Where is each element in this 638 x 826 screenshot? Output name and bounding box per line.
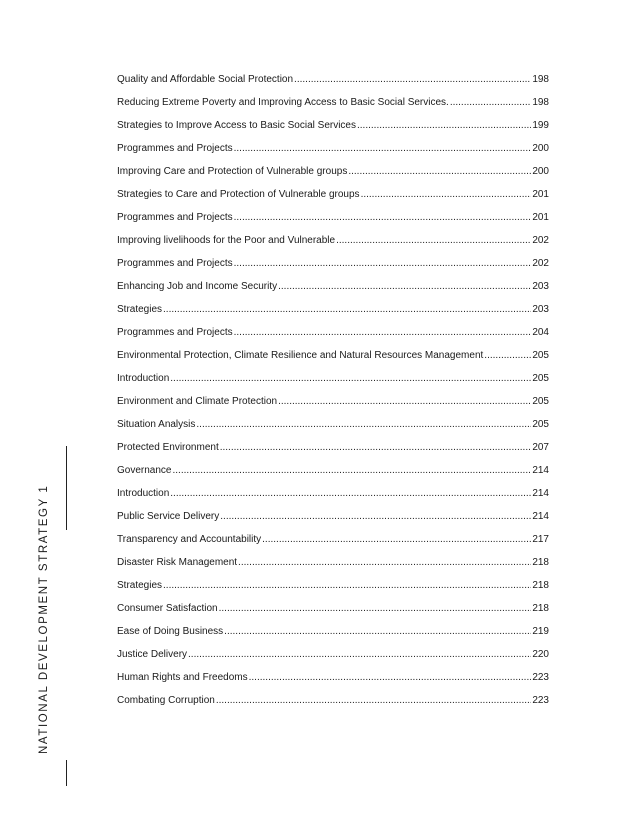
toc-entry[interactable] xyxy=(117,95,549,118)
toc-entry-title: Ease of Doing Business xyxy=(117,626,224,637)
toc-entry[interactable] xyxy=(117,256,549,279)
toc-entry[interactable] xyxy=(117,348,549,371)
toc-entry[interactable] xyxy=(117,509,549,532)
toc-entry-page: 207 xyxy=(532,442,549,453)
toc-dot-leader xyxy=(188,647,531,663)
toc-entry-page: 214 xyxy=(532,511,549,522)
toc-entry-page: 218 xyxy=(532,580,549,591)
toc-entry-title: Governance xyxy=(117,465,172,476)
toc-dot-leader xyxy=(278,279,531,295)
toc-dot-leader xyxy=(357,118,531,134)
toc-dot-leader xyxy=(361,187,532,203)
toc-entry-page: 202 xyxy=(532,235,549,246)
toc-entry-title: Programmes and Projects xyxy=(117,143,233,154)
toc-entry-page: 214 xyxy=(532,488,549,499)
toc-entry-title: Transparency and Accountability xyxy=(117,534,262,545)
toc-dot-leader xyxy=(234,325,532,341)
toc-entry[interactable] xyxy=(117,555,549,578)
toc-entry-page: 220 xyxy=(532,649,549,660)
toc-dot-leader xyxy=(249,670,532,686)
toc-entry-title: Strategies xyxy=(117,580,163,591)
toc-entry[interactable] xyxy=(117,72,549,95)
toc-entry[interactable] xyxy=(117,233,549,256)
toc-entry[interactable] xyxy=(117,486,549,509)
toc-dot-leader xyxy=(484,348,531,364)
toc-dot-leader xyxy=(172,463,531,479)
toc-entry-title: Strategies to Care and Protection of Vulnerable groups xyxy=(117,189,360,200)
toc-entry[interactable] xyxy=(117,394,549,417)
toc-dot-leader xyxy=(234,210,532,226)
toc-dot-leader xyxy=(220,440,532,456)
toc-dot-leader xyxy=(336,233,531,249)
toc-dot-leader xyxy=(234,256,532,272)
toc-dot-leader xyxy=(170,371,531,387)
toc-entry-title: Public Service Delivery xyxy=(117,511,220,522)
toc-entry[interactable] xyxy=(117,578,549,601)
toc-entry-page: 201 xyxy=(532,189,549,200)
toc-entry-title: Environment and Climate Protection xyxy=(117,396,278,407)
side-title: NATIONAL DEVELOPMENT STRATEGY 1 xyxy=(38,484,50,754)
toc-dot-leader xyxy=(348,164,531,180)
toc-entry-page: 200 xyxy=(532,166,549,177)
toc-dot-leader xyxy=(450,95,532,111)
side-rule-bottom xyxy=(66,760,67,786)
toc-dot-leader xyxy=(234,141,532,157)
toc-entry-title: Protected Environment xyxy=(117,442,219,453)
toc-entry-page: 203 xyxy=(532,281,549,292)
side-rule-top xyxy=(66,446,67,530)
toc-dot-leader xyxy=(170,486,531,502)
toc-dot-leader xyxy=(278,394,531,410)
toc-entry-page: 218 xyxy=(532,557,549,568)
toc-dot-leader xyxy=(163,302,531,318)
toc-entry[interactable] xyxy=(117,532,549,555)
toc-entry-page: 218 xyxy=(532,603,549,614)
toc-entry[interactable] xyxy=(117,164,549,187)
toc-entry-page: 199 xyxy=(532,120,549,131)
toc-entry-title: Introduction xyxy=(117,373,170,384)
toc-entry-page: 198 xyxy=(532,74,549,85)
toc-entry-title: Consumer Satisfaction xyxy=(117,603,218,614)
toc-entry-title: Disaster Risk Management xyxy=(117,557,238,568)
toc-entry-title: Introduction xyxy=(117,488,170,499)
toc-entry-page: 202 xyxy=(532,258,549,269)
toc-entry-page: 223 xyxy=(532,695,549,706)
toc-entry-title: Programmes and Projects xyxy=(117,327,233,338)
toc-entry-title: Environmental Protection, Climate Resilience and Natural Resources Management xyxy=(117,350,484,361)
toc-entry-page: 205 xyxy=(532,419,549,430)
toc-entry[interactable] xyxy=(117,279,549,302)
toc-entry-page: 214 xyxy=(532,465,549,476)
toc-entry-page: 198 xyxy=(532,97,549,108)
toc-entry-title: Programmes and Projects xyxy=(117,212,233,223)
toc-entry-page: 205 xyxy=(532,396,549,407)
toc-dot-leader xyxy=(220,509,531,525)
toc-entry[interactable] xyxy=(117,210,549,233)
toc-entry[interactable] xyxy=(117,302,549,325)
toc-entry[interactable] xyxy=(117,325,549,348)
toc-entry[interactable] xyxy=(117,463,549,486)
toc-entry-title: Human Rights and Freedoms xyxy=(117,672,248,683)
toc-entry-title: Quality and Affordable Social Protection xyxy=(117,74,294,85)
toc-entry-title: Justice Delivery xyxy=(117,649,188,660)
toc-entry-title: Situation Analysis xyxy=(117,419,196,430)
toc-dot-leader xyxy=(196,417,531,433)
toc-entry[interactable] xyxy=(117,371,549,394)
toc-entry-page: 219 xyxy=(532,626,549,637)
toc-entry-title: Improving Care and Protection of Vulnerable groups xyxy=(117,166,348,177)
toc-entry-title: Enhancing Job and Income Security xyxy=(117,281,278,292)
toc-dot-leader xyxy=(224,624,531,640)
toc-entry-title: Improving livelihoods for the Poor and Vulnerable xyxy=(117,235,336,246)
toc-entry-title: Reducing Extreme Poverty and Improving Access to Basic Social Services. xyxy=(117,97,449,108)
toc-entry-page: 223 xyxy=(532,672,549,683)
toc-entry[interactable] xyxy=(117,440,549,463)
toc-entry-page: 200 xyxy=(532,143,549,154)
toc-entry-page: 205 xyxy=(532,373,549,384)
toc-entry-page: 217 xyxy=(532,534,549,545)
toc-entry[interactable] xyxy=(117,624,549,647)
toc-dot-leader xyxy=(262,532,531,548)
toc-entry-page: 201 xyxy=(532,212,549,223)
toc-dot-leader xyxy=(216,693,531,709)
toc-entry-title: Strategies xyxy=(117,304,163,315)
table-of-contents xyxy=(117,72,549,716)
toc-entry-page: 204 xyxy=(532,327,549,338)
toc-dot-leader xyxy=(163,578,531,594)
toc-entry[interactable] xyxy=(117,693,549,716)
toc-dot-leader xyxy=(219,601,532,617)
toc-entry-page: 205 xyxy=(532,350,549,361)
toc-entry[interactable] xyxy=(117,670,549,693)
toc-entry[interactable] xyxy=(117,141,549,164)
toc-entry[interactable] xyxy=(117,601,549,624)
toc-dot-leader xyxy=(238,555,531,571)
toc-dot-leader xyxy=(294,72,531,88)
toc-entry[interactable] xyxy=(117,417,549,440)
toc-entry-title: Programmes and Projects xyxy=(117,258,233,269)
toc-entry-title: Combating Corruption xyxy=(117,695,215,706)
toc-entry[interactable] xyxy=(117,187,549,210)
toc-entry-title: Strategies to Improve Access to Basic Social Services xyxy=(117,120,356,131)
toc-entry-page: 203 xyxy=(532,304,549,315)
toc-entry[interactable] xyxy=(117,647,549,670)
toc-entry[interactable] xyxy=(117,118,549,141)
